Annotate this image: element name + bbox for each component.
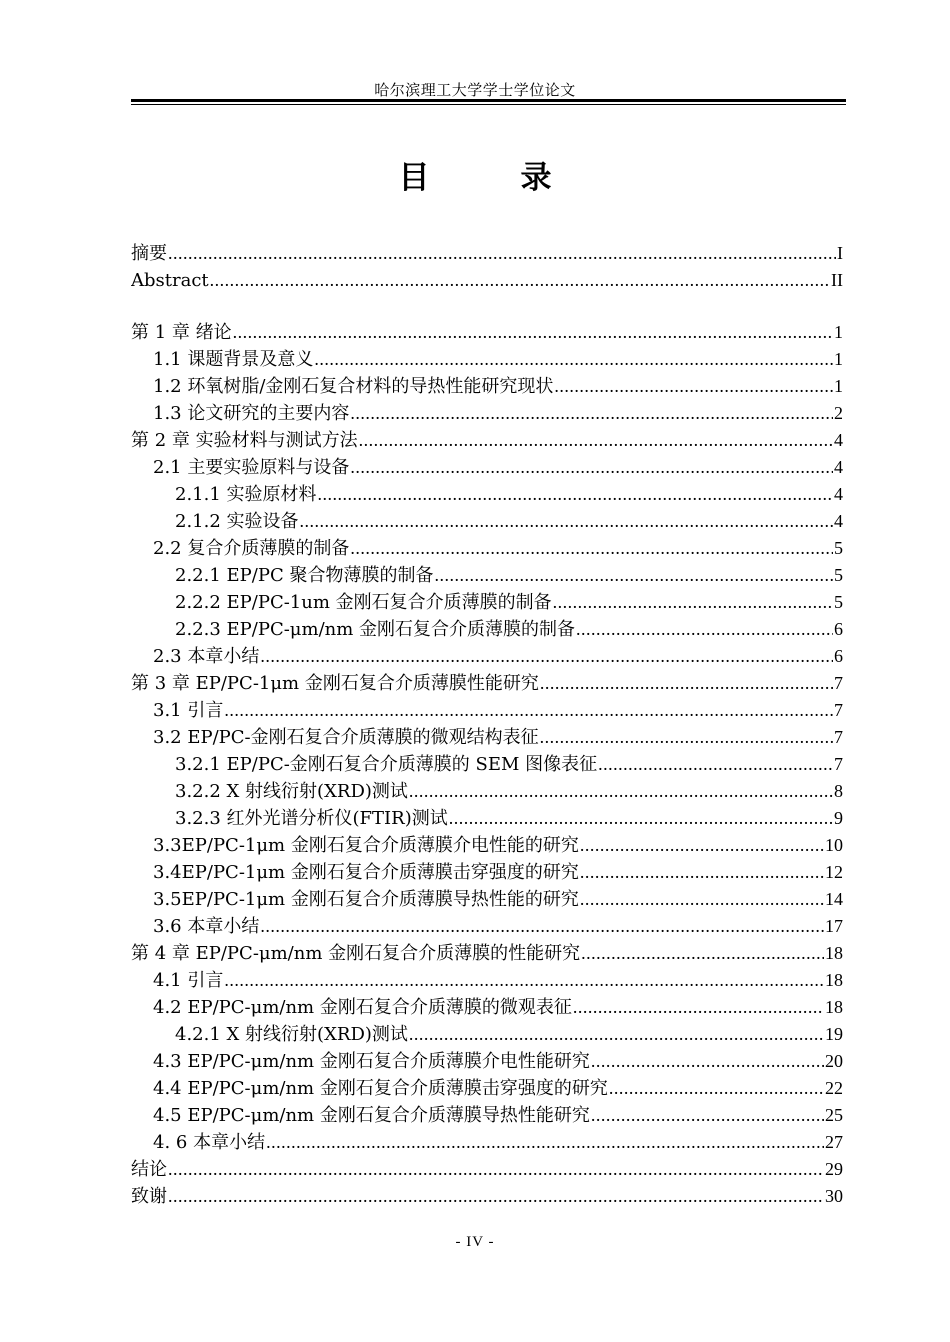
toc-entry[interactable] <box>131 1048 843 1075</box>
toc-dot-leader <box>553 589 833 616</box>
toc-entry-page: 2 <box>834 403 843 423</box>
toc-dot-leader <box>409 1021 824 1048</box>
toc-entry[interactable] <box>131 1102 843 1129</box>
toc-entry-page: 29 <box>825 1159 843 1179</box>
toc-entry-page: 1 <box>834 322 843 342</box>
toc-dot-leader <box>580 886 824 913</box>
toc-dot-leader <box>598 751 833 778</box>
toc-entry[interactable] <box>131 454 843 481</box>
toc-entry-page: 7 <box>834 700 843 720</box>
toc-entry-label: 2.1 主要实验原料与设备 <box>153 457 350 478</box>
header-rule-thick <box>131 99 846 102</box>
toc-dot-leader <box>591 1048 824 1075</box>
toc-entry-label: 3.2.3 红外光谱分析仪(FTIR)测试 <box>175 808 448 829</box>
toc-entry-label: 4.4 EP/PC-μm/nm 金刚石复合介质薄膜击穿强度的研究 <box>153 1078 608 1099</box>
toc-entry[interactable] <box>131 1075 843 1102</box>
toc-entry-label: 2.3 本章小结 <box>153 646 260 667</box>
toc-entry-label: 2.1.1 实验原材料 <box>175 484 317 505</box>
toc-entry-page: 22 <box>825 1078 843 1098</box>
toc-entry-label: 2.2 复合介质薄膜的制备 <box>153 538 350 559</box>
table-of-contents <box>131 240 843 1210</box>
toc-entry-label: 1.2 环氧树脂/金刚石复合材料的导热性能研究现状 <box>153 376 554 397</box>
toc-entry-page: 7 <box>834 673 843 693</box>
toc-entry-label: 2.1.2 实验设备 <box>175 511 299 532</box>
toc-entry-label: 摘要 <box>131 243 167 264</box>
toc-entry-label: 3.3EP/PC-1μm 金刚石复合介质薄膜介电性能的研究 <box>153 835 579 856</box>
toc-dot-leader <box>350 400 833 427</box>
page-title: 目 录 <box>398 160 582 196</box>
toc-entry-page: 5 <box>834 565 843 585</box>
toc-entry-page: 1 <box>834 376 843 396</box>
toc-entry-page: 8 <box>834 781 843 801</box>
toc-entry-page: 5 <box>834 538 843 558</box>
toc-dot-leader <box>409 778 833 805</box>
toc-entry-page: 27 <box>825 1132 843 1152</box>
toc-entry-page: 7 <box>834 754 843 774</box>
toc-entry-label: 第 3 章 EP/PC-1μm 金刚石复合介质薄膜性能研究 <box>131 673 539 694</box>
toc-dot-leader <box>224 697 833 724</box>
toc-entry-page: 25 <box>825 1105 843 1125</box>
toc-dot-leader <box>580 832 824 859</box>
toc-entry-label: 1.3 论文研究的主要内容 <box>153 403 350 424</box>
toc-entry-page: 4 <box>834 484 843 504</box>
toc-entry-page: 18 <box>825 943 843 963</box>
header-rule-thin <box>131 104 846 105</box>
toc-dot-leader <box>359 427 833 454</box>
toc-entry[interactable] <box>131 994 843 1021</box>
toc-dot-leader <box>266 1129 824 1156</box>
toc-entry[interactable] <box>131 535 843 562</box>
toc-entry-label: 3.2.1 EP/PC-金刚石复合介质薄膜的 SEM 图像表征 <box>175 754 598 775</box>
toc-entry-page: 1 <box>834 349 843 369</box>
toc-entry-page: 19 <box>825 1024 843 1044</box>
toc-entry-label: 2.2.2 EP/PC-1um 金刚石复合介质薄膜的制备 <box>175 592 552 613</box>
toc-entry[interactable] <box>131 859 843 886</box>
toc-entry[interactable] <box>131 940 843 967</box>
toc-dot-leader <box>350 454 833 481</box>
toc-entry-label: 4. 6 本章小结 <box>153 1132 266 1153</box>
toc-entry[interactable] <box>131 562 843 589</box>
toc-entry[interactable] <box>131 373 843 400</box>
toc-entry-page: 18 <box>825 997 843 1017</box>
toc-entry[interactable] <box>131 724 843 751</box>
toc-entry-page: 12 <box>825 862 843 882</box>
toc-dot-leader <box>260 643 833 670</box>
toc-dot-leader <box>233 319 833 346</box>
toc-entry-page: 9 <box>834 808 843 828</box>
toc-entry-page: II <box>831 270 843 290</box>
toc-entry[interactable] <box>131 1021 843 1048</box>
toc-dot-leader <box>168 240 836 267</box>
page-number: - IV - <box>455 1234 495 1250</box>
toc-entry[interactable] <box>131 589 843 616</box>
toc-entry-page: 4 <box>834 457 843 477</box>
toc-entry-page: 18 <box>825 970 843 990</box>
toc-entry-label: 3.5EP/PC-1μm 金刚石复合介质薄膜导热性能的研究 <box>153 889 579 910</box>
toc-dot-leader <box>350 535 833 562</box>
toc-dot-leader <box>168 1183 824 1210</box>
toc-entry-label: 结论 <box>131 1159 167 1180</box>
toc-entry-label: 4.1 引言 <box>153 970 224 991</box>
toc-dot-leader <box>576 616 833 643</box>
toc-dot-leader <box>168 1156 824 1183</box>
toc-entry-page: I <box>837 243 843 263</box>
toc-dot-leader <box>540 724 833 751</box>
toc-dot-leader <box>609 1075 824 1102</box>
toc-entry[interactable] <box>131 886 843 913</box>
toc-entry-page: 4 <box>834 511 843 531</box>
toc-dot-leader <box>591 1102 824 1129</box>
toc-entry[interactable] <box>131 670 843 697</box>
toc-entry[interactable] <box>131 267 843 294</box>
toc-entry[interactable] <box>131 616 843 643</box>
toc-entry-label: 1.1 课题背景及意义 <box>153 349 314 370</box>
toc-entry-page: 14 <box>825 889 843 909</box>
toc-entry[interactable] <box>131 427 843 454</box>
toc-entry-page: 6 <box>834 619 843 639</box>
toc-entry-label: 3.4EP/PC-1μm 金刚石复合介质薄膜击穿强度的研究 <box>153 862 579 883</box>
toc-dot-leader <box>434 562 833 589</box>
toc-entry-label: 3.2.2 X 射线衍射(XRD)测试 <box>175 781 408 802</box>
toc-entry[interactable] <box>131 643 843 670</box>
toc-dot-leader <box>581 940 824 967</box>
toc-dot-leader <box>300 508 833 535</box>
toc-entry-label: 2.2.1 EP/PC 聚合物薄膜的制备 <box>175 565 434 586</box>
toc-entry[interactable] <box>131 832 843 859</box>
toc-entry-page: 5 <box>834 592 843 612</box>
toc-entry-page: 20 <box>825 1051 843 1071</box>
toc-entry[interactable] <box>131 319 843 346</box>
toc-dot-leader <box>540 670 833 697</box>
toc-entry-label: 4.3 EP/PC-μm/nm 金刚石复合介质薄膜介电性能研究 <box>153 1051 590 1072</box>
toc-entry-page: 6 <box>834 646 843 666</box>
toc-entry-label: 4.5 EP/PC-μm/nm 金刚石复合介质薄膜导热性能研究 <box>153 1105 590 1126</box>
toc-entry[interactable] <box>131 346 843 373</box>
toc-dot-leader <box>449 805 833 832</box>
toc-entry-label: 3.6 本章小结 <box>153 916 260 937</box>
toc-entry-label: Abstract <box>131 270 209 291</box>
toc-dot-leader <box>318 481 833 508</box>
toc-entry[interactable] <box>131 778 843 805</box>
toc-entry[interactable] <box>131 751 843 778</box>
toc-entry[interactable] <box>131 1183 843 1210</box>
toc-dot-leader <box>580 859 824 886</box>
toc-entry-label: 4.2.1 X 射线衍射(XRD)测试 <box>175 1024 408 1045</box>
toc-entry[interactable] <box>131 805 843 832</box>
toc-entry-label: 第 1 章 绪论 <box>131 322 232 343</box>
toc-dot-leader <box>224 967 824 994</box>
toc-entry-page: 4 <box>834 430 843 450</box>
toc-entry-page: 10 <box>825 835 843 855</box>
toc-entry-label: 致谢 <box>131 1186 167 1207</box>
toc-entry-label: 3.2 EP/PC-金刚石复合介质薄膜的微观结构表征 <box>153 727 539 748</box>
toc-dot-leader <box>573 994 824 1021</box>
toc-entry[interactable] <box>131 967 843 994</box>
toc-entry[interactable] <box>131 697 843 724</box>
toc-entry[interactable] <box>131 400 843 427</box>
toc-entry-label: 4.2 EP/PC-μm/nm 金刚石复合介质薄膜的微观表征 <box>153 997 572 1018</box>
toc-entry[interactable] <box>131 1156 843 1183</box>
toc-dot-leader <box>314 346 833 373</box>
toc-entry[interactable] <box>131 481 843 508</box>
toc-entry[interactable] <box>131 508 843 535</box>
toc-dot-leader <box>554 373 833 400</box>
toc-entry-page: 7 <box>834 727 843 747</box>
toc-entry-label: 第 2 章 实验材料与测试方法 <box>131 430 358 451</box>
toc-entry[interactable] <box>131 240 843 267</box>
running-header: 哈尔滨理工大学学士学位论文 <box>374 81 576 99</box>
toc-dot-leader <box>210 267 830 294</box>
toc-entry-page: 17 <box>825 916 843 936</box>
toc-entry-label: 2.2.3 EP/PC-μm/nm 金刚石复合介质薄膜的制备 <box>175 619 576 640</box>
toc-entry-label: 第 4 章 EP/PC-μm/nm 金刚石复合介质薄膜的性能研究 <box>131 943 581 964</box>
toc-dot-leader <box>260 913 824 940</box>
toc-entry-page: 30 <box>825 1186 843 1206</box>
toc-entry[interactable] <box>131 1129 843 1156</box>
toc-entry[interactable] <box>131 913 843 940</box>
toc-entry-label: 3.1 引言 <box>153 700 224 721</box>
